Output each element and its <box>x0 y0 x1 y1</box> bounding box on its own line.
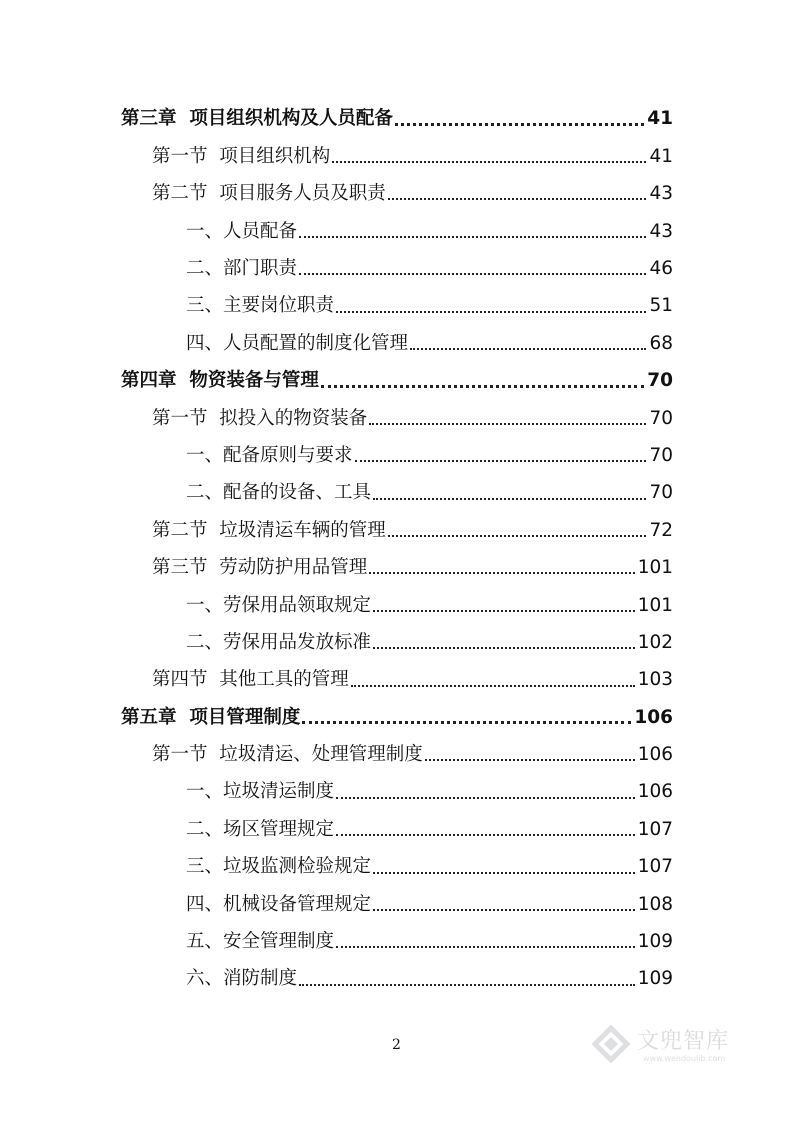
toc-entry-page: 68 <box>649 332 673 354</box>
toc-entry[interactable] <box>0 512 793 549</box>
toc-entry-title: 一、垃圾清运制度 <box>186 781 335 803</box>
toc-entry-title: 一、人员配备 <box>186 220 298 242</box>
dot-leader <box>395 123 644 126</box>
toc-entry-page: 107 <box>637 818 673 840</box>
toc-entry[interactable] <box>0 400 793 437</box>
toc-entry-title: 二、场区管理规定 <box>186 818 335 840</box>
toc-entry[interactable] <box>0 774 793 811</box>
toc-entry[interactable] <box>0 213 793 250</box>
dot-leader <box>321 385 644 388</box>
watermark-text: 文兜智库 <box>637 1029 730 1054</box>
dot-leader <box>373 647 635 649</box>
toc-entry-page: 72 <box>649 519 673 541</box>
toc-entry[interactable] <box>0 662 793 699</box>
toc-entry-title: 第三节 劳动防护用品管理 <box>152 557 368 579</box>
toc-entry-page: 102 <box>637 631 673 653</box>
toc-entry-page: 101 <box>637 557 673 579</box>
dot-leader <box>373 872 635 874</box>
toc-entry[interactable] <box>0 624 793 661</box>
dot-leader <box>369 423 646 425</box>
toc-entry[interactable] <box>0 550 793 587</box>
toc-entry[interactable] <box>0 475 793 512</box>
toc-entry-page: 70 <box>649 444 673 466</box>
toc-entry[interactable] <box>0 886 793 923</box>
dot-leader <box>355 460 647 462</box>
toc-entry-title: 第一节 拟投入的物资装备 <box>152 407 368 429</box>
toc-entry-page: 70 <box>649 482 673 504</box>
dot-leader <box>369 572 634 574</box>
toc-entry-title: 六、消防制度 <box>186 968 298 990</box>
toc-entry-page: 108 <box>637 893 673 915</box>
dot-leader <box>388 198 647 200</box>
dot-leader <box>425 759 635 761</box>
toc-entry-page: 46 <box>649 258 673 279</box>
dot-leader <box>388 535 647 537</box>
toc-entry[interactable] <box>0 101 793 138</box>
toc-entry-title: 一、劳保用品领取规定 <box>186 594 372 616</box>
toc-entry-title: 二、配备的设备、工具 <box>186 482 372 504</box>
toc-entry-title: 第四节 其他工具的管理 <box>152 669 349 691</box>
toc-entry-title: 三、主要岗位职责 <box>186 295 335 317</box>
toc-entry[interactable] <box>0 138 793 175</box>
toc-entry[interactable] <box>0 924 793 961</box>
toc-entry[interactable] <box>0 699 793 736</box>
toc-entry-page: 106 <box>637 781 673 803</box>
toc-entry[interactable] <box>0 737 793 774</box>
dot-leader <box>336 797 635 799</box>
dot-leader <box>332 161 646 163</box>
toc-entry-title: 第一节 垃圾清运、处理管理制度 <box>152 744 423 766</box>
toc-entry-page: 43 <box>649 183 673 205</box>
dot-leader <box>299 273 646 275</box>
toc-entry-page: 107 <box>637 856 673 878</box>
toc-entry[interactable] <box>0 849 793 886</box>
toc-entry-page: 51 <box>649 295 673 317</box>
toc-entry-page: 106 <box>637 744 673 766</box>
table-of-contents <box>0 101 793 998</box>
watermark <box>585 1016 755 1076</box>
toc-entry-title: 第三章 项目组织机构及人员配备 <box>121 108 393 130</box>
wendou-logo-icon <box>587 1020 635 1068</box>
dot-leader <box>302 721 631 724</box>
toc-entry-title: 二、劳保用品发放标准 <box>186 631 372 653</box>
toc-entry[interactable] <box>0 363 793 400</box>
toc-entry-title: 第二节 项目服务人员及职责 <box>152 183 386 205</box>
dot-leader <box>410 348 646 350</box>
toc-entry-page: 70 <box>649 407 673 429</box>
toc-entry-page: 43 <box>649 220 673 242</box>
dot-leader <box>299 984 635 986</box>
toc-entry[interactable] <box>0 176 793 213</box>
toc-entry-title: 第二节 垃圾清运车辆的管理 <box>152 519 386 541</box>
toc-entry-title: 第四章 物资装备与管理 <box>121 370 319 392</box>
toc-entry-title: 四、机械设备管理规定 <box>186 893 372 915</box>
dot-leader <box>373 610 635 612</box>
toc-entry-page: 106 <box>634 706 673 728</box>
toc-entry-title: 第五章 项目管理制度 <box>121 706 301 728</box>
toc-entry[interactable] <box>0 961 793 998</box>
dot-leader <box>336 311 646 313</box>
dot-leader <box>336 946 635 948</box>
toc-entry-page: 101 <box>637 594 673 616</box>
dot-leader <box>373 909 635 911</box>
toc-entry-page: 70 <box>647 370 673 392</box>
toc-entry-title: 四、人员配置的制度化管理 <box>186 332 409 354</box>
toc-entry-page: 109 <box>637 968 673 990</box>
dot-leader <box>299 236 646 238</box>
toc-entry[interactable] <box>0 288 793 325</box>
toc-entry-page: 41 <box>647 108 673 130</box>
toc-entry-page: 103 <box>637 669 673 691</box>
dot-leader <box>351 685 635 687</box>
toc-entry[interactable] <box>0 251 793 288</box>
dot-leader <box>373 498 646 500</box>
toc-entry-title: 第一节 项目组织机构 <box>152 145 331 167</box>
dot-leader <box>336 834 635 836</box>
toc-entry[interactable] <box>0 587 793 624</box>
toc-entry-page: 41 <box>649 145 673 167</box>
toc-entry[interactable] <box>0 811 793 848</box>
toc-entry-title: 五、安全管理制度 <box>186 931 335 953</box>
toc-entry[interactable] <box>0 325 793 362</box>
toc-entry-title: 三、垃圾监测检验规定 <box>186 856 372 878</box>
page-number: 2 <box>392 1037 401 1053</box>
toc-entry[interactable] <box>0 438 793 475</box>
toc-entry-title: 二、部门职责 <box>186 258 298 279</box>
toc-entry-title: 一、配备原则与要求 <box>186 444 353 466</box>
toc-entry-page: 109 <box>637 931 673 953</box>
watermark-url: www.wendoulib.com <box>643 1054 726 1063</box>
